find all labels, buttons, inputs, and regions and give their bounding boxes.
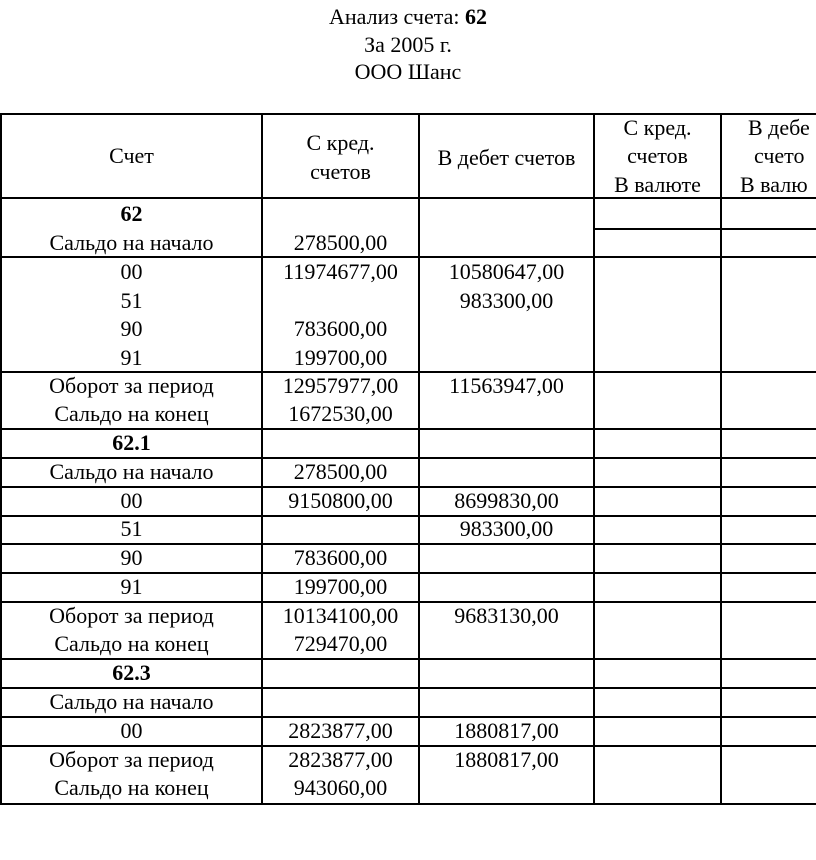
table-row-credit: 9150800,00: [288, 488, 393, 513]
list-item: 10580647,00: [448, 259, 565, 284]
turnover-debit: 11563947,00: [449, 373, 564, 398]
table-row-acc: 00: [120, 718, 143, 743]
closing-label: Сальдо на конец: [54, 401, 209, 426]
table-row-acc: 00: [120, 488, 143, 513]
table-row-credit: 199700,00: [293, 574, 388, 599]
turnover-credit: 10134100,00: [282, 603, 399, 628]
closing-value: 729470,00: [293, 631, 388, 656]
debit-values: [420, 258, 593, 372]
list-item: 00: [120, 259, 143, 284]
turnover-credit: 2823877,00: [288, 747, 393, 772]
table-row-credit: 2823877,00: [288, 718, 393, 743]
section-account: 62.1: [112, 430, 151, 455]
report-title-prefix: Анализ счета:: [329, 4, 465, 29]
opening-value: 278500,00: [293, 459, 388, 484]
turnover-label: Оборот за период: [49, 373, 214, 398]
list-item: [263, 287, 418, 316]
col-subheader-currency: В валюте: [614, 172, 701, 197]
list-item: 11974677,00: [283, 259, 398, 284]
list-item: 783600,00: [293, 316, 388, 341]
col-header-debit-cur-1: В дебе: [748, 115, 810, 140]
table-row-debit: 8699830,00: [454, 488, 559, 513]
report-title-account: 62: [464, 4, 487, 29]
table-row-debit: 983300,00: [459, 516, 554, 541]
list-item: 90: [120, 316, 143, 341]
closing-value: 943060,00: [293, 775, 388, 800]
col-header-account: Счет: [109, 143, 154, 168]
company-name: ООО Шанс: [354, 59, 462, 84]
closing-label: Сальдо на конец: [54, 631, 209, 656]
list-item: 91: [120, 344, 143, 370]
list-item: 199700,00: [293, 344, 388, 370]
col-header-credit-2: счетов: [310, 159, 371, 184]
section-account: 62.3: [112, 660, 151, 685]
col-header-debit-cur-2: счето: [754, 143, 805, 168]
opening-value: 278500,00: [293, 230, 388, 255]
corr-accounts: [2, 258, 261, 372]
col-header-credit-cur-1: С кред.: [623, 115, 692, 140]
opening-label: Сальдо на начало: [49, 230, 214, 255]
opening-label: Сальдо на начало: [49, 459, 214, 484]
table-row-credit: 783600,00: [293, 545, 388, 570]
closing-value: 1672530,00: [288, 401, 393, 426]
turnover-credit: 12957977,00: [282, 373, 399, 398]
turnover-debit: 9683130,00: [454, 603, 559, 628]
table-row-debit: 1880817,00: [454, 718, 559, 743]
turnover-debit: 1880817,00: [454, 747, 559, 772]
table-row-acc: 90: [120, 545, 143, 570]
list-item: [420, 344, 593, 373]
section-account: 62: [120, 201, 143, 226]
list-item: [420, 315, 593, 344]
list-item: 983300,00: [459, 287, 554, 313]
col-header-debit: В дебет счетов: [437, 145, 576, 170]
table-row-acc: 91: [120, 574, 143, 599]
turnover-label: Оборот за период: [49, 603, 214, 628]
closing-label: Сальдо на конец: [54, 775, 209, 800]
col-header-credit-1: С кред.: [306, 130, 375, 155]
report-period: За 2005 г.: [364, 32, 452, 57]
credit-values: [263, 258, 418, 372]
list-item: 51: [120, 287, 143, 313]
report-title: [0, 3, 816, 31]
col-subheader-currency-2: В валю: [740, 172, 808, 197]
table-row-acc: 51: [120, 516, 143, 541]
col-header-credit-cur-2: счетов: [627, 143, 688, 168]
turnover-label: Оборот за период: [49, 747, 214, 772]
opening-label: Сальдо на начало: [49, 689, 214, 714]
